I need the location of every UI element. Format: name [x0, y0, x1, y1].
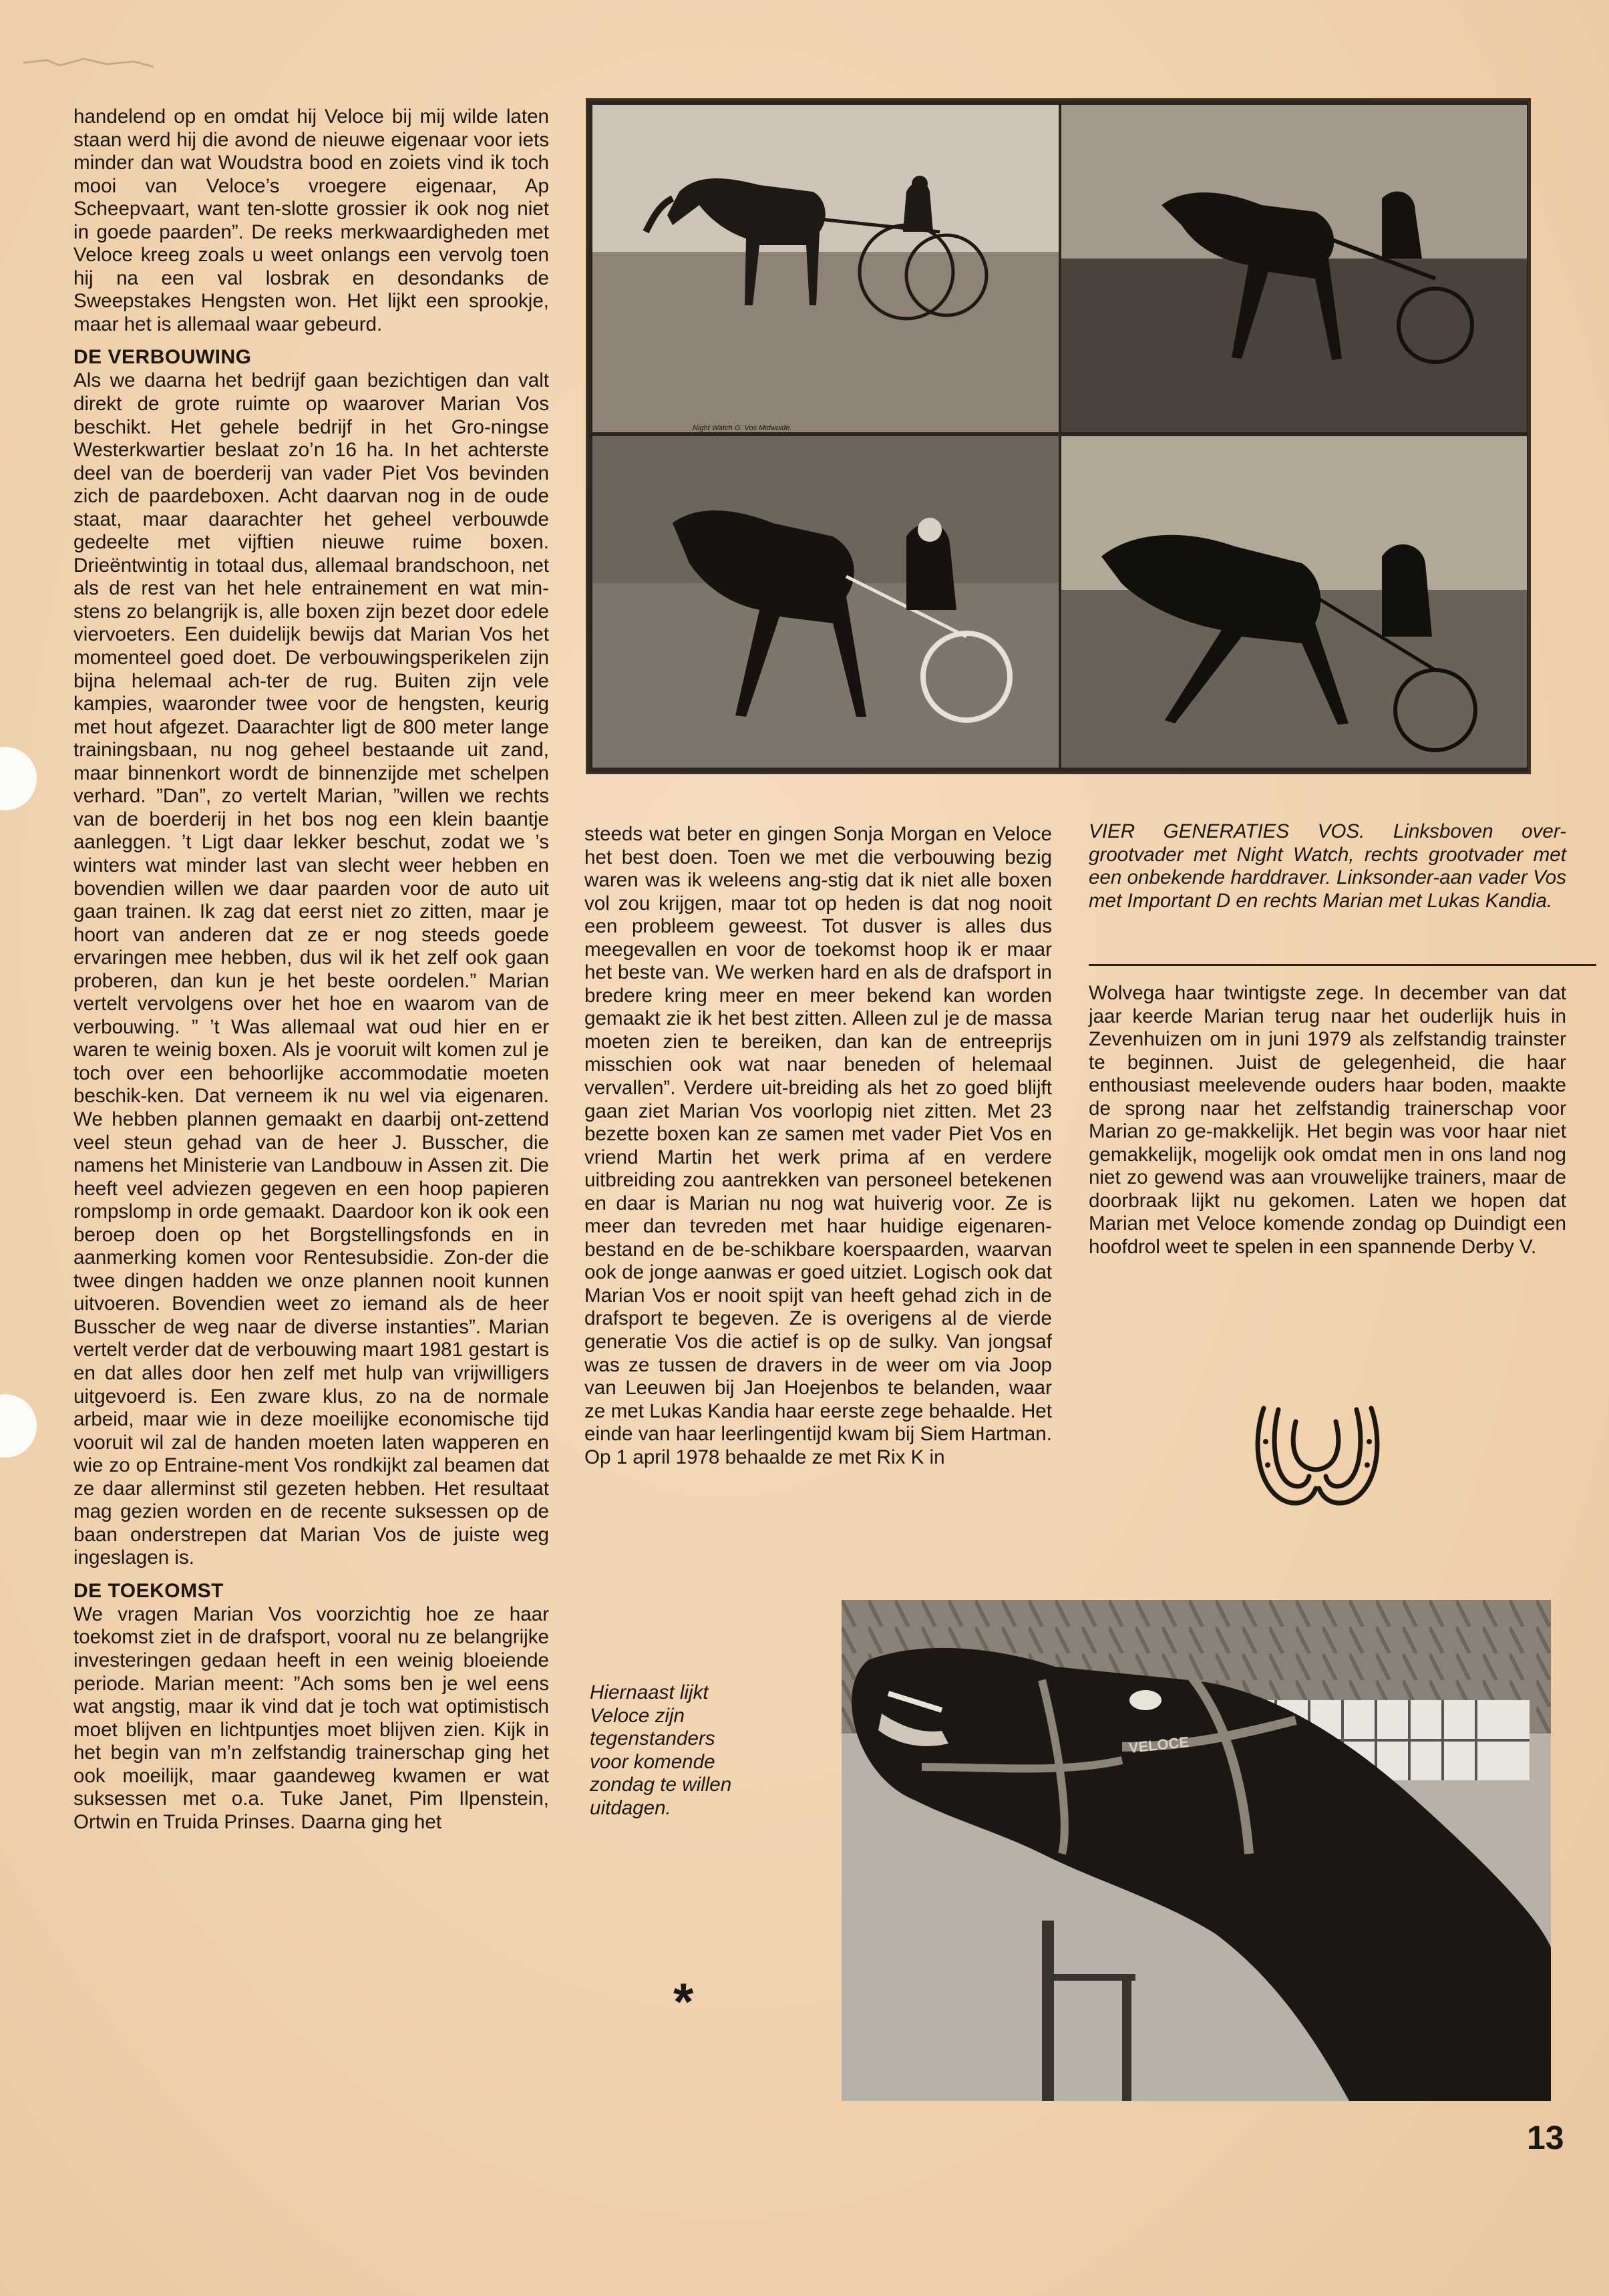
section-heading-toekomst: DE TOEKOMST	[73, 1579, 224, 1602]
caption-divider	[1089, 964, 1596, 966]
end-mark: *	[673, 1972, 694, 2031]
article-paragraph-verbouwing: Als we daarna het bedrijf gaan bezichtigen dan valt direkt de grote ruimte op waarover Marian Vos beschikt. Het gehele bedrijf in het Gro-ningse Westerkwartier beslaat zo’n 16 ha. In het achterste deel van de boerderij van vader Piet Vos bevinden zich de paardeboxen. Acht daarvan nog in de oude staat, maar daarachter het geheel verbouwde gedeelte met vijftien nieuwe ruime boxen. Drieëntwintig in totaal dus, allemaal brandschoon, net als de rest van het hele entrainement en wat min-stens zo belangrijk is, alle boxen zijn bezet door edele viervoeters. Een duidelijk bewijs dat Marian Vos het momenteel goed doet. De verbouwingsperikelen zijn bijna helemaal ach-ter de rug. Buiten zijn vele kampies, waaronder twee voor de hengsten, keurig met hout afgezet. Daarachter ligt de 800 meter lange trainingsbaan, nu nog geheel bestaande uit zand, maar binnenkort wordt de binnenzijde met schelpen verhard. ”Dan”, zo vertelt Marian, ”willen we rechts van de boerderij in het bos nog een klein baantje aanleggen. ’t Ligt daar lekker beschut, zodat we ’s winters wat minder last van slecht weer hebben en bovendien willen we daar paarden voor de auto uit gaan trainen. Ik zag dat eerst niet zo zitten, maar je hoort van anderen dat ze er nog steeds goede ervaringen mee hebben, dus wil ik het zelf ook gaan proberen, dan kun je het beste oordelen.” Marian vertelt vervolgens over het hoe en waarom van de verbouwing. ” ’t Was allemaal wat oud hier en er waren te weinig boxen. Als je vooruit wilt komen zul je toch over een behoorlijke accommodatie moeten beschik-ken. Dat verneem ik nu wel via eigenaren. We hebben plannen gemaakt en daarbij ont-zettend veel steun gehad van de heer J. Busscher, die namens het Ministerie van Landbouw in Assen zit. Die heeft veel adviezen gegeven en een hoop papieren rompslomp in orde gemaakt. Daardoor kon ik ook een beroep doen op het Borgstellingsfonds en in aanmerking komen voor Rentesubsidie. Zon-der die twee dingen hadden we onze plannen nooit kunnen uitvoeren. Bovendien weet zo iemand als de heer Busscher de weg naar de diverse instanties”. Marian vertelt verder dat de verbouwing maart 1981 gestart is en dat alles door hen zelf met hulp van vrijwilligers uitgevoerd is. Een zware klus, zo na de normale arbeid, maar wie in deze moeilijke economische tijd vooruit wil zal de handen moeten laten wapperen en wie zo op Entraine-ment Vos rondkijkt zal beamen dat ze daar allerminst stil gezeten hebben. Het resultaat mag gezien worden en de recente suksessen op de baan onderstrepen dat Marian Vos de juiste weg ingeslagen is.	[73, 369, 549, 1569]
photo-collage-four-generations	[586, 98, 1531, 774]
punch-hole-bottom	[0, 1394, 37, 1458]
page-number: 13	[1527, 2119, 1564, 2156]
punch-hole-top	[0, 747, 37, 810]
paper-mark-icon	[20, 53, 174, 72]
halter-text: VELOCE	[1127, 1733, 1190, 1757]
article-paragraph-column-2: steeds wat beter en gingen Sonja Morgan en Veloce het best doen. Toen we met die verbouwing bezig waren was ik weleens ang-stig dat ik niet alle boxen vol zou krijgen, maar tot op heden is dat nog nooit een probleem geweest. Tot dusver is alles dus meegevallen en voor de toekomst hoop ik er maar het beste van. We werken hard en als de drafsport in bredere kring meer en meer bekend kan worden gemaakt zie ik het best zitten. Alleen zul je de massa moeten zien te bereiken, dan kan de entreeprijs misschien ook wat naar beneden of helemaal vervallen”. Verdere uit-breiding als het zo goed blijft gaan ziet Marian Vos voorlopig niet zitten. Met 23 bezette boxen kan ze samen met vader Piet Vos en vriend Martin het werk prima af en verdere uitbreiding zou aantrekken van personeel betekenen en daar is Marian nu nog wat huiverig voor. Ze is meer dan tevreden met haar huidige eigenaren-bestand en de be-schikbare koerspaarden, waarvan ook de jonge aanwas er goed uitziet. Logisch ook dat Marian Vos er nooit spijt van heeft gehad zich in de drafsport te begeven. Ze is overigens al de vierde generatie Vos die actief is op de sulky. Van jongsaf was ze tussen de dravers in de weer om via Joop van Leeuwen bij Jan Hoejenbos te belanden, waar ze met Lukas Kandia haar eerste zege behaalde. Het einde van haar leerlingentijd kwam bij Siem Hartman. Op 1 april 1978 behaalde ze met Rix K in	[584, 823, 1052, 1468]
article-intro-paragraph: handelend op en omdat hij Veloce bij mij wilde laten staan werd hij die avond de nieuwe eigenaar voor iets minder dan wat Woudstra bood en zoiets vind ik toch mooi van Veloce’s vroegere eigenaar, Ap Scheepvaart, want ten-slotte grossier ik ook nog niet in goede paarden”. De reeks merkwaardigheden met Veloce kreeg zoals u weet onlangs een vervolg toen hij na een val losbrak en desondanks de Sweepstakes Hengsten won. Het lijkt een sprookje, maar het is allemaal waar gebeurd.	[73, 106, 549, 335]
photo-veloce-horse-head	[842, 1600, 1551, 2101]
photo-father-important-d	[592, 436, 1059, 768]
article-column-1	[73, 106, 549, 1834]
photo-inscription: Night Watch G. Vos Midwolde.	[693, 424, 792, 432]
horseshoe-logo-icon	[1249, 1395, 1386, 1516]
article-paragraph-column-3: Wolvega haar twintigste zege. In december van dat jaar keerde Marian terug naar het ouderlijk huis in Zevenhuizen om in juni 1979 als zelfstandig trainster te beginnen. Juist de gelegenheid, die haar enthousiast meelevende ouders haar boden, maakte de sprong naar het zelfstandig trainerschap voor Marian zo ge-makkelijk. Het begin was voor haar niet gemakkelijk, mogelijk ook omdat men in ons land nog niet zo gewend was aan vrouwelijke trainers, maar de doorbraak lijkt nu gekomen. Laten we hopen dat Marian met Veloce komende zondag op Duindigt een hoofdrol weet te spelen in een spannende Derby V.	[1089, 982, 1566, 1259]
article-column-2	[584, 823, 1052, 1469]
article-paragraph-toekomst: We vragen Marian Vos voorzichtig hoe ze haar toekomst ziet in de drafsport, vooral nu ze belangrijke investeringen gedaan heeft in een weinig bloeiende periode. Marian meent: ”Ach soms ben je wel eens wat angstig, maar ik vind dat je toch wat optimistisch moet blijven en lichtpuntjes moet blijven zien. Kijk in het begin van m’n zelfstandig trainerschap ging het ook moeilijk, maar gaandeweg kwamen er wat suksessen met o.a. Tuke Janet, Pim Ilpenstein, Ortwin en Truida Prinses. Daarna ging het	[73, 1603, 549, 1833]
caption-four-generations: VIER GENERATIES VOS. Linksboven over-grootvader met Night Watch, rechts grootvader met een onbekende harddraver. Linksonder-aan vader Vos met Important D en rechts Marian met Lukas Kandia.	[1089, 820, 1566, 912]
photo-marian-lukas-kandia	[1061, 436, 1527, 768]
photo-grandfather-unknown-trotter	[1061, 105, 1527, 432]
section-heading-verbouwing: DE VERBOUWING	[73, 346, 252, 369]
article-column-3	[1089, 982, 1566, 1259]
photo-overgrandfather-night-watch	[592, 105, 1059, 432]
caption-veloce: Hiernaast lijkt Veloce zijn tegenstanders voor komende zondag te willen uitdagen.	[590, 1681, 732, 1819]
